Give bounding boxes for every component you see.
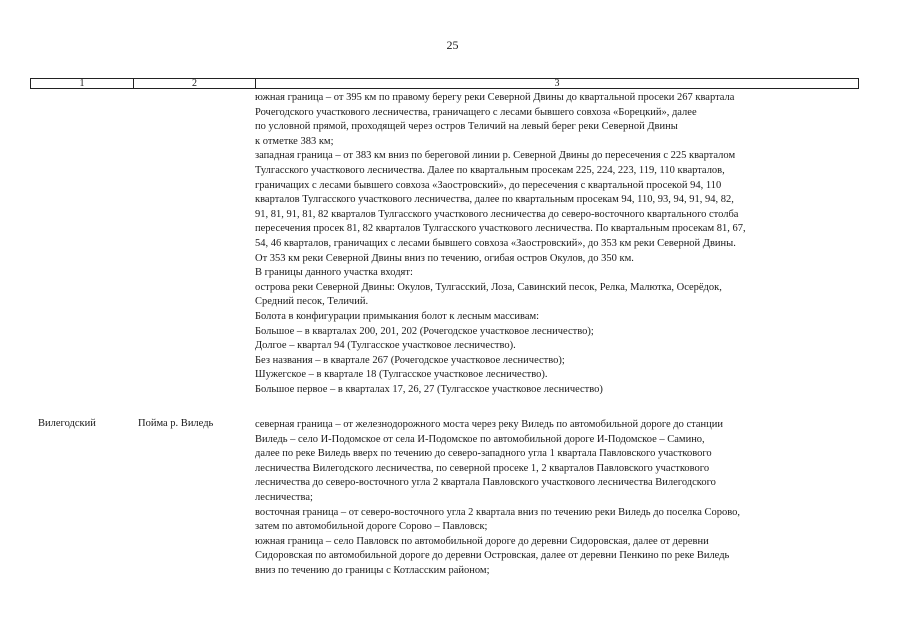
text-line: лесничества Вилегодского лесничества, по северной просеке 1, 2 кварталов Павловского участкового bbox=[255, 462, 710, 474]
text-line: восточная граница – от северо-восточного угла 2 квартала вниз по течению реки Виледь до поселка Сорово, bbox=[255, 506, 741, 518]
text-line: далее по реке Виледь вверх по течению до северо-западного угла 1 квартала Павловского участкового bbox=[255, 448, 712, 460]
text-line: западная граница – от 383 км вниз по береговой линии р. Северной Двины до пересечения с 225 кварталом bbox=[255, 150, 736, 162]
text-line: к отметке 383 км; bbox=[255, 135, 334, 147]
text-line: Сидоровская по автомобильной дороге до деревни Островская, далее от деревни Пенкино по реке Виледь bbox=[255, 550, 730, 562]
text-line: Средний песок, Теличий. bbox=[255, 296, 369, 308]
text-line: Большое первое – в кварталах 17, 26, 27 (Тулгасское участковое лесничество) bbox=[255, 383, 603, 395]
text-line: затем по автомобильной дороге Сорово – Павловск; bbox=[255, 521, 488, 533]
text-line: по условной прямой, проходящей через остров Теличий на левый берег реки Северной Двины bbox=[255, 121, 678, 133]
text-line: южная граница – село Павловск по автомобильной дороге до деревни Сидоровская, далее от деревни bbox=[255, 535, 709, 547]
table-header-col1: 1 bbox=[31, 79, 134, 88]
text-line: Рочегодского участкового лесничества, граничащего с лесами бывшего совхоза «Борецкий», далее bbox=[255, 106, 697, 118]
text-line: граничащих с лесами бывшего совхоза «Заостровский», до пересечения с квартальной просекой 94, 110 bbox=[255, 179, 722, 191]
table-header-col2: 2 bbox=[134, 79, 256, 88]
text-line: вниз по течению до границы с Котласским районом; bbox=[255, 564, 490, 576]
text-line: Тулгасского участкового лесничества. Далее по квартальным просекам 225, 224, 223, 119, 110 кварталов, bbox=[255, 164, 725, 176]
text-line: Большое – в кварталах 200, 201, 202 (Рочегодское участковое лесничество); bbox=[255, 325, 594, 337]
text-line: Шужегское – в квартале 18 (Тулгасское участковое лесничество). bbox=[255, 369, 548, 381]
text-line: Долгое – квартал 94 (Тулгасское участковое лесничество). bbox=[255, 340, 516, 352]
text-line: южная граница – от 395 км по правому берегу реки Северной Двины до квартальной просеки 267 квартала bbox=[255, 92, 735, 103]
text-line: Болота в конфигурации примыкания болот к лесным массивам: bbox=[255, 310, 540, 322]
text-line: острова реки Северной Двины: Окулов, Тулгасский, Лоза, Савинский песок, Релка, Малютка, Осерёдок, bbox=[255, 281, 722, 293]
text-line: лесничества до северо-восточного угла 2 квартала Павловского участкового лесничества Вилегодского bbox=[255, 477, 716, 489]
text-line: В границы данного участка входят: bbox=[255, 267, 413, 279]
text-line: 54, 46 кварталов, граничащих с лесами бывшего совхоза «Заостровский», до 353 км реки Северной Двины. bbox=[255, 237, 736, 249]
boundary-description-block-2 bbox=[255, 418, 865, 579]
text-line: лесничества; bbox=[255, 491, 313, 503]
boundary-description-block-1 bbox=[255, 91, 865, 397]
text-line: 91, 81, 91, 81, 82 кварталов Тулгасского участкового лесничества до северо-восточного квартального столба bbox=[255, 208, 739, 220]
table-header-col3: 3 bbox=[554, 78, 560, 89]
text-line: северная граница – от железнодорожного моста через реку Виледь по автомобильной дороге до станции bbox=[255, 419, 724, 430]
area-name: Пойма р. Виледь bbox=[138, 418, 214, 429]
text-line: Без названия – в квартале 267 (Рочегодское участковое лесничество); bbox=[255, 354, 565, 366]
district-name: Вилегодский bbox=[38, 418, 96, 429]
page-number: 25 bbox=[446, 38, 459, 52]
text-line: кварталов Тулгасского участкового лесничества, далее по квартальным просекам 94, 110, 93, 94, 91, 94, 82, bbox=[255, 194, 734, 206]
text-line: От 353 км реки Северной Двины вниз по течению, огибая остров Окулов, до 350 км. bbox=[255, 252, 634, 264]
text-line: пересечения просек 81, 82 кварталов Тулгасского участкового лесничества. По квартальным просекам 81, 67, bbox=[255, 223, 746, 235]
table-header-row bbox=[30, 78, 859, 89]
text-line: Виледь – село И-Подомское от села И-Подомское по автомобильной дороге И-Подомское – Самино, bbox=[255, 433, 705, 445]
